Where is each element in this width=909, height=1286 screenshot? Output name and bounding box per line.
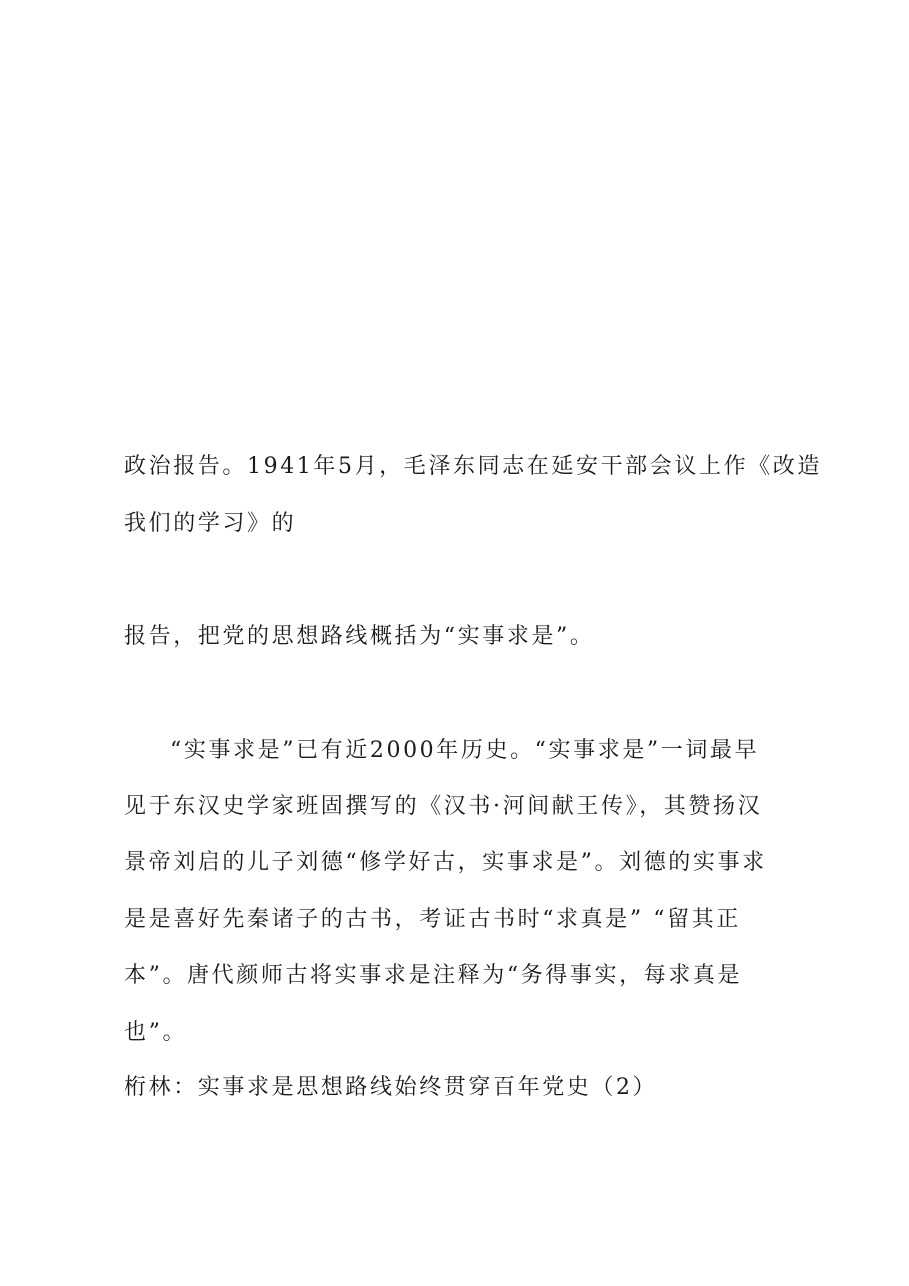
paragraph-1-line-1: 政治报告。1941年5月，毛泽东同志在延安干部会议上作《改造	[124, 454, 822, 479]
paragraph-3-line-2: 见于东汉史学家班固撰写的《汉书·河间献王传》，其赞扬汉	[124, 794, 763, 819]
paragraph-1-line-2: 我们的学习》的	[124, 511, 297, 536]
paragraph-3-line-4: 是是喜好先秦诸子的古书，考证古书时“求真是” “留其正	[124, 907, 741, 932]
paragraph-2-line-1: 报告，把党的思想路线概括为“实事求是”。	[124, 624, 595, 649]
paragraph-3-line-6: 也”。	[124, 1020, 188, 1045]
paragraph-3-line-5: 本”。唐代颜师古将实事求是注释为“务得事实，每求真是	[124, 963, 743, 988]
article-title-line: 桁林：实事求是思想路线始终贯穿百年党史（2）	[124, 1075, 658, 1100]
paragraph-3-line-1: “实事求是”已有近2000年历史。“实事求是”一词最早	[170, 738, 760, 763]
paragraph-3-line-3: 景帝刘启的儿子刘德“修学好古，实事求是”。刘德的实事求	[124, 850, 767, 875]
